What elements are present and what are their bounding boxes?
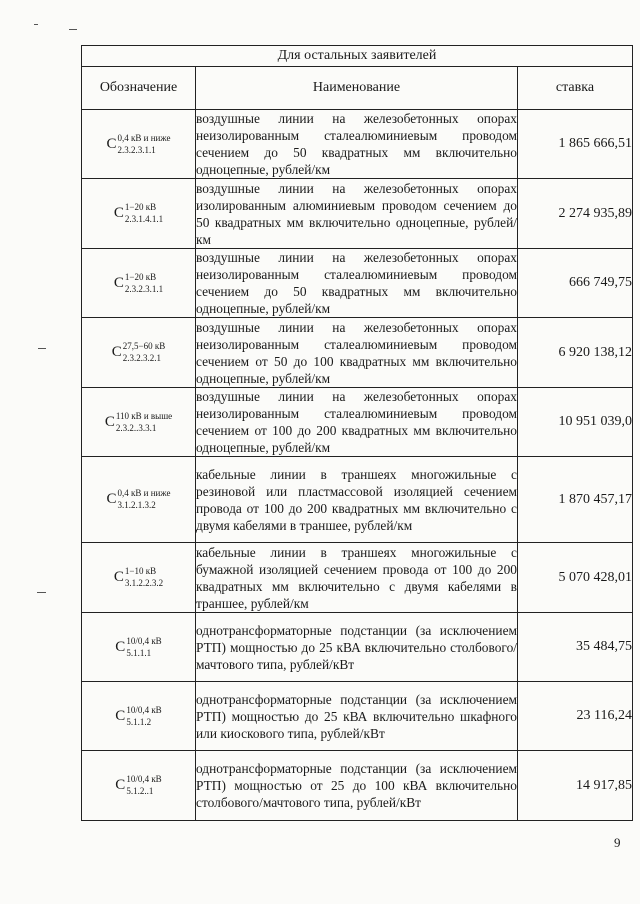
code-index: 5.1.1.2: [126, 716, 152, 727]
code-letter: C: [113, 274, 124, 291]
code-letter: C: [115, 638, 126, 655]
table-row: [82, 751, 633, 821]
code-index: 2.3.2.3.2.1: [122, 353, 162, 363]
table-row: [82, 249, 633, 318]
rate-cell: 666 749,75: [518, 249, 633, 318]
header-name: Наименование: [196, 67, 518, 110]
code-letter: C: [113, 205, 124, 221]
name-cell: воздушные линии на железобетонных опорах неизолированным сталеалюминиевым проводом сечением от 100 до 200 квадратных мм включительно одноцепные, рублей/км: [196, 389, 517, 455]
header-code: Обозначение: [82, 67, 196, 110]
code-index: 3.1.2.1.3.2: [117, 500, 156, 510]
name-cell: однотрансформаторные подстанции (за исключением РТП) мощностью от 25 до 100 кВА включительно столбового/мачтового типа, рублей/кВт: [196, 751, 518, 821]
rate-cell: 23 116,24: [518, 682, 633, 751]
name-cell: кабельные линии в траншеях многожильные с бумажной изоляцией сечением провода от 100 до 200 квадратных мм включительно с двумя кабелями в траншее, рублей/км: [196, 544, 517, 611]
code-cell: [82, 249, 196, 318]
rate-cell: 5 070 428,01: [518, 543, 633, 613]
code-cell: [82, 179, 196, 249]
code-index: 2.3.2.3.1.1: [124, 283, 164, 294]
code-cell: [82, 613, 196, 682]
name-cell: однотрансформаторные подстанции (за исключением РТП) мощностью до 25 кВА включительно шкафного или киоскового типа, рублей/кВт: [196, 682, 518, 751]
code-letter: C: [111, 344, 122, 360]
code-cell: [82, 543, 196, 613]
rate-cell: 2 274 935,89: [518, 179, 633, 249]
code-index: 2.3.1.4.1.1: [124, 214, 164, 224]
code-index: 2.3.2..3.3.1: [115, 422, 157, 433]
code-voltage: 10/0,4 кВ: [126, 635, 162, 646]
rate-cell: 14 917,85: [518, 751, 633, 821]
table-row: [82, 179, 633, 249]
code-voltage: 1−10 кВ: [124, 566, 157, 576]
scan-speck: [38, 348, 46, 349]
page-number: 9: [614, 835, 621, 850]
code-index: 5.1.2..1: [126, 786, 154, 796]
table-row: [82, 457, 633, 543]
tariff-code: [115, 775, 161, 796]
code-voltage: 0,4 кВ и ниже: [117, 488, 171, 498]
name-cell: воздушные линии на железобетонных опорах неизолированным сталеалюминиевым проводом сечением от 50 до 100 квадратных мм включительно одноцепные, рублей/км: [196, 319, 517, 386]
code-cell: [82, 388, 196, 457]
tariff-code: [105, 412, 172, 433]
tariff-code: [107, 489, 171, 510]
code-voltage: 1−20 кВ: [124, 271, 157, 282]
code-voltage: 10/0,4 кВ: [126, 704, 162, 715]
tariff-table: [81, 45, 633, 821]
name-cell: воздушные линии на железобетонных опорах изолированным алюминиевым проводом сечением до 50 квадратных мм включительно одноцепные, рублей/км: [196, 180, 517, 247]
name-cell: воздушные линии на железобетонных опорах неизолированным сталеалюминиевым проводом сечением до 50 квадратных мм включительно одноцепные, рублей/км: [196, 111, 517, 177]
rate-cell: 10 951 039,0: [518, 388, 633, 457]
code-letter: C: [113, 569, 124, 585]
rate-cell: 35 484,75: [518, 613, 633, 682]
tariff-code: [114, 203, 163, 224]
scan-speck: [34, 24, 38, 25]
code-letter: C: [115, 707, 126, 724]
scan-speck: [37, 592, 46, 593]
code-cell: [82, 457, 196, 543]
code-voltage: 0,4 кВ и ниже: [117, 132, 171, 143]
table-row: [82, 682, 633, 751]
rate-cell: 1 870 457,17: [518, 457, 633, 543]
code-voltage: 110 кВ и выше: [115, 410, 173, 421]
code-voltage: 10/0,4 кВ: [126, 774, 162, 784]
code-letter: C: [104, 413, 115, 430]
tariff-code: [112, 342, 165, 363]
table-row: [82, 543, 633, 613]
code-letter: C: [115, 777, 126, 793]
tariff-code: [115, 637, 161, 658]
name-cell: кабельные линии в траншеях многожильные с резиновой или пластмассовой изоляцией сечением провода от 100 до 200 квадратных мм включительно с двумя кабелями в траншее, рублей/км: [196, 457, 518, 543]
header-rate: ставка: [518, 67, 633, 110]
code-index: 3.1.2.2.3.2: [124, 578, 164, 588]
name-cell: однотрансформаторные подстанции (за исключением РТП) мощностью до 25 кВА включительно столбового/мачтового типа, рублей/кВт: [196, 613, 518, 682]
code-cell: [82, 110, 196, 179]
tariff-code: [114, 273, 163, 294]
name-cell: воздушные линии на железобетонных опорах неизолированным сталеалюминиевым проводом сечением до 50 квадратных мм включительно одноцепные, рублей/км: [196, 250, 517, 316]
table-row: [82, 110, 633, 179]
table-row: [82, 388, 633, 457]
scan-speck: [69, 29, 77, 30]
code-letter: C: [106, 135, 117, 152]
table-row: [82, 318, 633, 388]
tariff-code: [107, 134, 171, 155]
code-index: 2.3.2.3.1.1: [117, 144, 156, 155]
code-letter: C: [106, 491, 117, 507]
code-cell: [82, 682, 196, 751]
tariff-code: [114, 567, 163, 588]
code-voltage: 1−20 кВ: [124, 202, 157, 212]
code-cell: [82, 318, 196, 388]
code-cell: [82, 751, 196, 821]
tariff-code: [115, 706, 161, 727]
rate-cell: 1 865 666,51: [518, 110, 633, 179]
table-caption: Для остальных заявителей: [82, 46, 633, 67]
table-row: [82, 613, 633, 682]
code-voltage: 27,5−60 кВ: [122, 341, 166, 351]
rate-cell: 6 920 138,12: [518, 318, 633, 388]
code-index: 5.1.1.1: [126, 647, 152, 658]
